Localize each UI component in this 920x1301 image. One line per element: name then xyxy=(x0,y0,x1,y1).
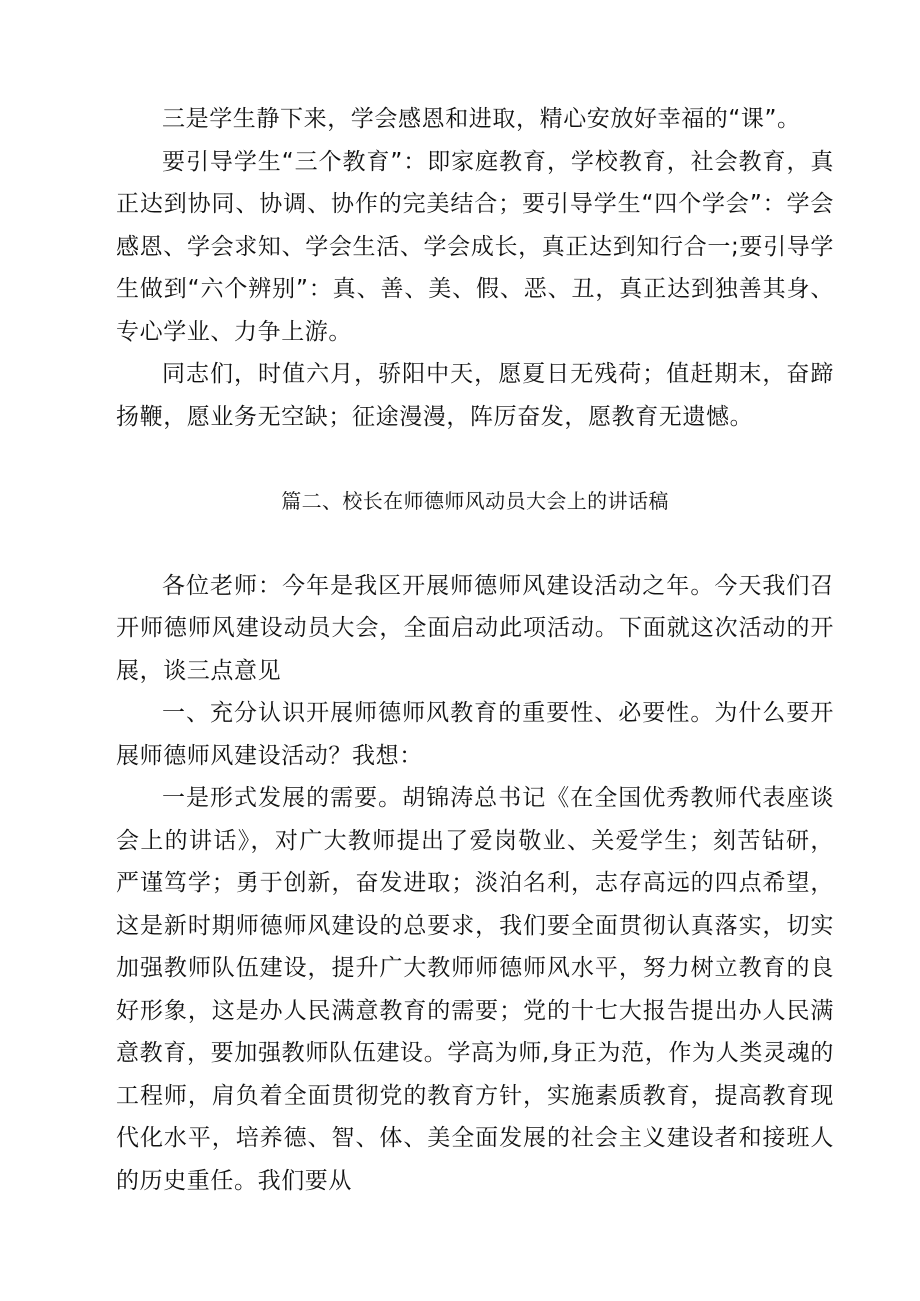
paragraph-5: 一、充分认识开展师德师风教育的重要性、必要性。为什么要开展师德师风建设活动？我想： xyxy=(116,700,834,769)
paragraph-2: 要引导学生“三个教育”：即家庭教育，学校教育，社会教育，真正达到协同、协调、协作的完美结合；要引导学生“四个学会”：学会感恩、学会求知、学会生活、学会成长，真正达到知行合一;要引导学生做到“六个辨别”：真、善、美、假、恶、丑，真正达到独善其身、专心学业、力争上游。 xyxy=(116,148,834,345)
paragraph-4: 各位老师：今年是我区开展师德师风建设活动之年。今天我们召开师德师风建设动员大会，全面启动此项活动。下面就这次活动的开展，谈三点意见 xyxy=(116,572,834,684)
paragraph-6: 一是形式发展的需要。胡锦涛总书记《在全国优秀教师代表座谈会上的讲话》，对广大教师提出了爱岗敬业、关爱学生；刻苦钻研，严谨笃学；勇于创新，奋发进取；淡泊名利，志存高远的四点希望，这是新时期师德师风建设的总要求，我们要全面贯彻认真落实，切实加强教师队伍建设，提升广大教师师德师风水平，努力树立教育的良好形象，这是办人民满意教育的需要；党的十七大报告提出办人民满意教育，要加强教师队伍建设。学高为师,身正为范，作为人类灵魂的工程师，肩负着全面贯彻党的教育方针，实施素质教育，提高教育现代化水平，培养德、智、体、美全面发展的社会主义建设者和接班人的历史重任。我们要从 xyxy=(116,785,834,1194)
document-page xyxy=(116,98,834,1202)
spacer xyxy=(116,523,834,565)
paragraph-3: 同志们，时值六月，骄阳中天，愿夏日无残荷；值赶期末，奋蹄扬鞭，愿业务无空缺；征途漫漫，阵厉奋发，愿教育无遗憾。 xyxy=(116,361,834,430)
paragraph-1: 三是学生静下来，学会感恩和进取，精心安放好幸福的“课”。 xyxy=(162,106,801,132)
spacer xyxy=(116,438,834,480)
section-title: 篇二、校长在师德师风动员大会上的讲话稿 xyxy=(281,489,669,513)
